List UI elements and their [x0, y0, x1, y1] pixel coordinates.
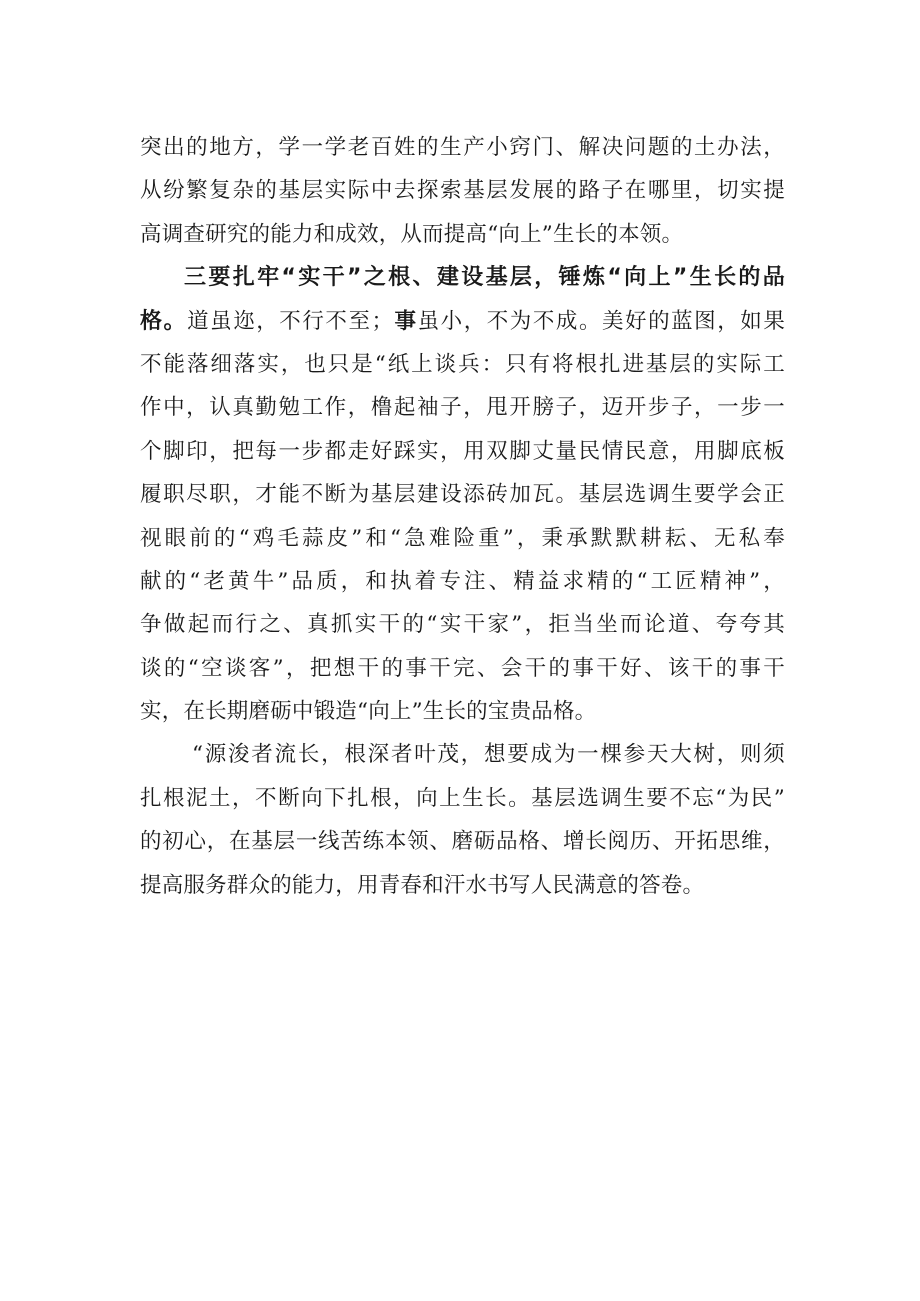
text-line: 作中，认真勤勉工作，橹起袖子，甩开膀子，迈开步子，一步一 — [140, 395, 785, 421]
text-line: 实，在长期磨砺中锻造“向上”生长的宝贵品格。 — [140, 699, 597, 725]
text-run: 道虽迩，不行不至； — [187, 308, 394, 334]
text-line: 扎根泥土，不断向下扎根，向上生长。基层选调生要不忘“为民” — [140, 785, 785, 811]
text-line: 从纷繁复杂的基层实际中去探索基层发展的路子在哪里，切实提 — [140, 178, 785, 204]
bold-word: 事 — [393, 308, 418, 334]
text-line: 提高服务群众的能力，用青春和汗水书写人民满意的答卷。 — [140, 872, 705, 898]
section-heading: 三要扎牢“实干”之根、建设基层，锤炼“向上”生长的品 — [184, 265, 785, 291]
text-line: 突出的地方，学一学老百姓的生产小窍门、解决问题的土办法， — [140, 135, 785, 160]
section-heading-end: 格。 — [140, 308, 188, 334]
text-line: 献的“老黄牛”品质，和执着专注、精益求精的“工匠精神”， — [140, 568, 785, 594]
text-line: 视眼前的“鸡毛蒜皮”和“急难险重”，秉承默默耕耘、无私奉 — [140, 525, 785, 551]
text-line — [140, 300, 785, 343]
paragraph-2 — [140, 256, 785, 733]
text-line: 个脚印，把每一步都走好踩实，用双脚丈量民情民意，用脚底板 — [140, 438, 785, 464]
text-line: 履职尽职，才能不断为基层建设添砖加瓦。基层选调生要学会正 — [140, 482, 785, 508]
text-line: 不能落细落实，也只是“纸上谈兵：只有将根扎进基层的实际工 — [140, 351, 785, 377]
text-line: 的初心，在基层一线苦练本领、磨砺品格、增长阅历、开拓思维， — [140, 829, 785, 855]
document-body — [140, 126, 785, 907]
paragraph-1 — [140, 126, 785, 256]
text-line: 高调查研究的能力和成效，从而提高“向上”生长的本领。 — [140, 221, 684, 247]
text-run: 虽小，不为不成。美好的蓝图，如果 — [417, 308, 786, 334]
paragraph-3 — [140, 733, 785, 907]
text-line: “源浚者流长，根深者叶茂，想要成为一棵参天大树，则须 — [192, 742, 785, 768]
text-line: 谈的“空谈客”，把想干的事干完、会干的事干好、该干的事干 — [140, 655, 785, 681]
text-line: 争做起而行之、真抓实干的“实干家”，拒当坐而论道、夸夸其 — [140, 612, 785, 638]
